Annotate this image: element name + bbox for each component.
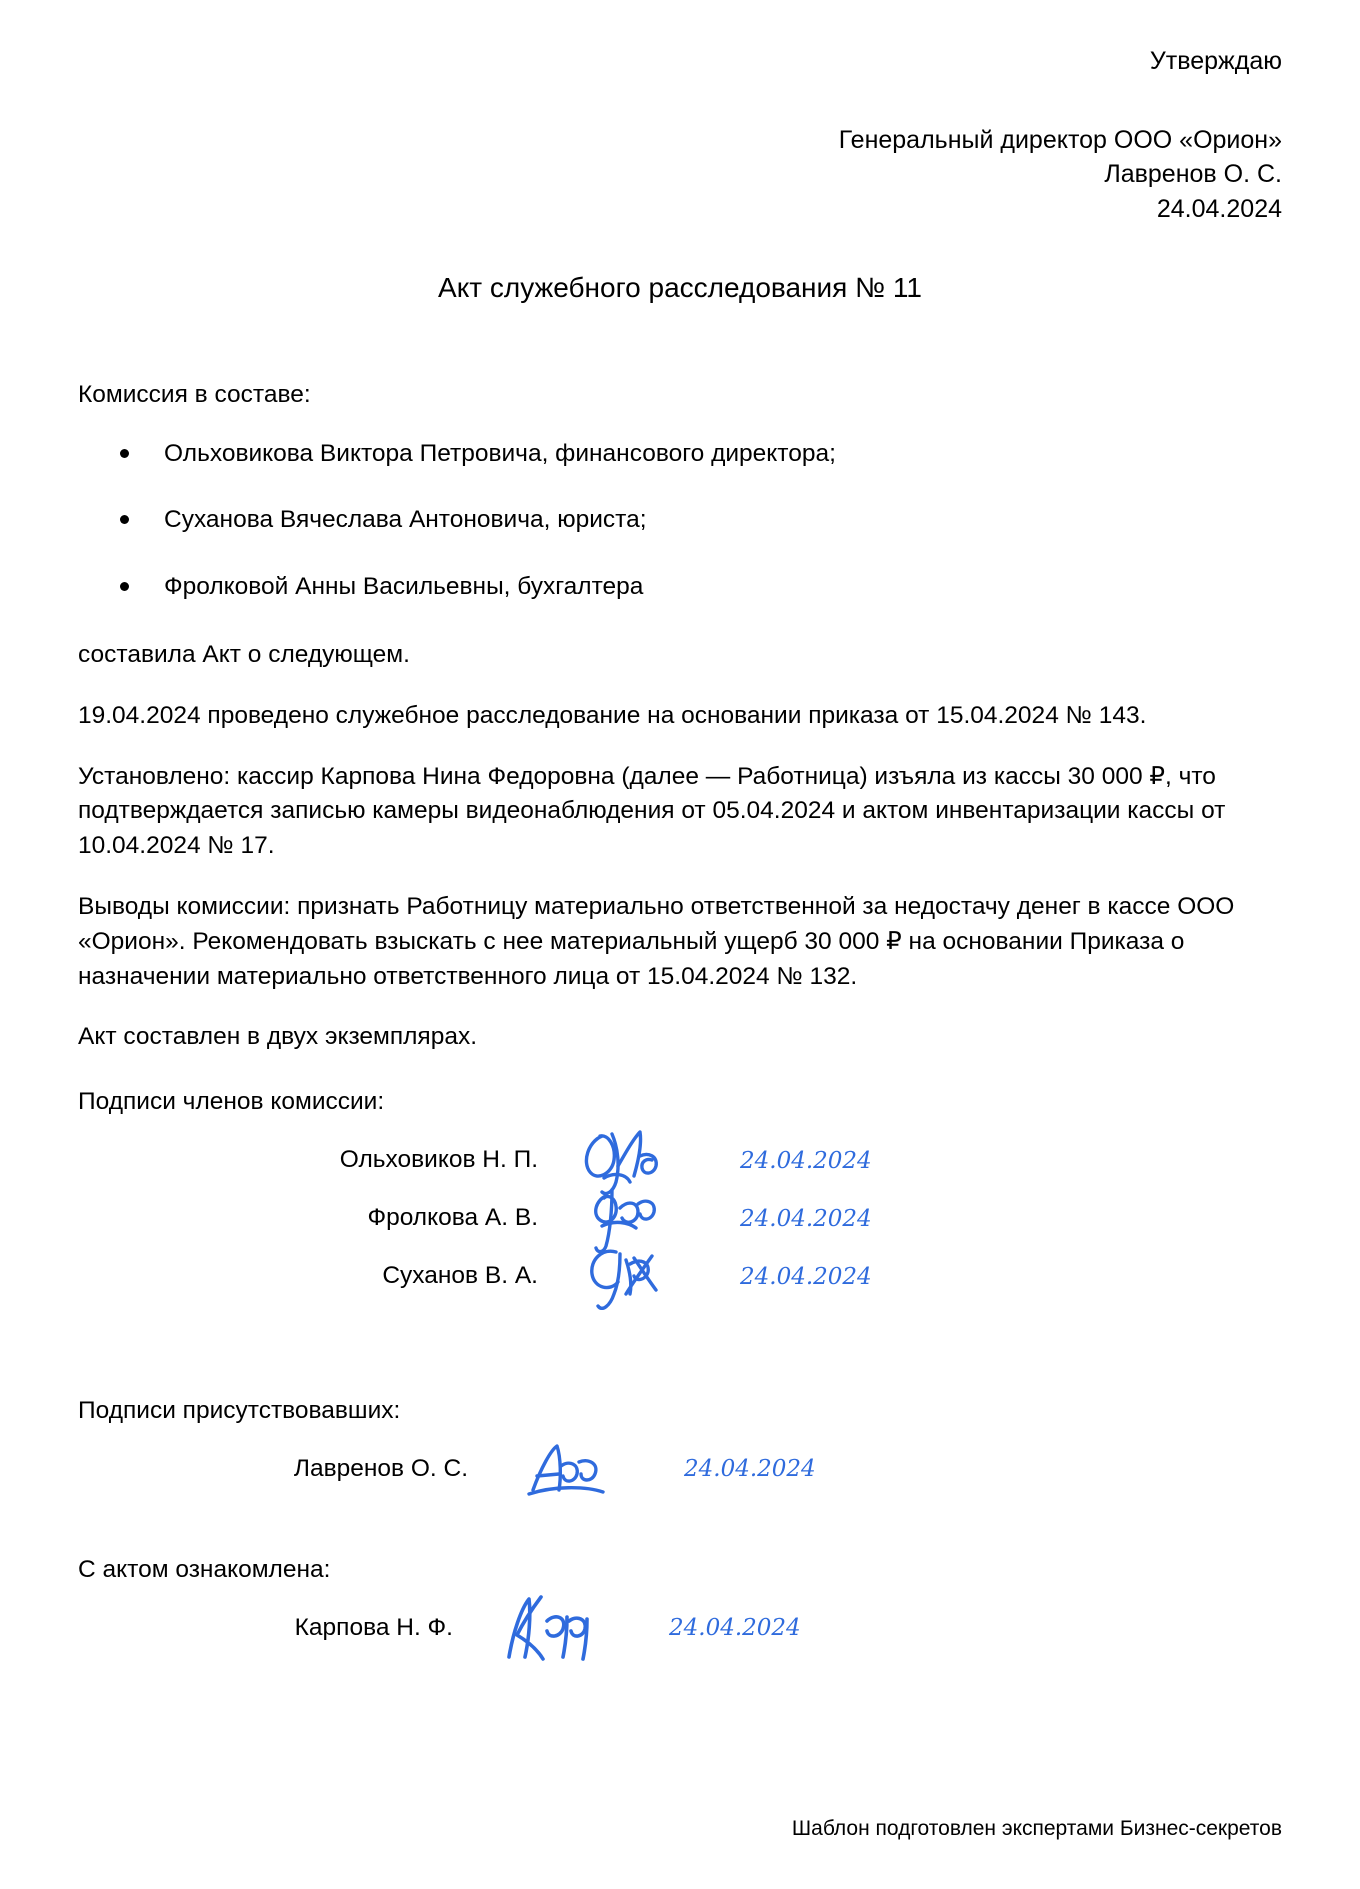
bullet-icon — [120, 582, 129, 591]
list-item — [78, 503, 1282, 537]
bullet-icon — [120, 449, 129, 458]
signer-name: Лавренов О. С. — [293, 1455, 468, 1483]
footer-attribution: Шаблон подготовлен экспертами Бизнес-секретов — [791, 1817, 1282, 1840]
signature-row — [78, 1601, 1282, 1655]
signature-date: 24.04.2024 — [684, 1456, 816, 1483]
signature-row — [78, 1443, 1282, 1497]
approval-word: Утверждаю — [1149, 47, 1282, 75]
list-item — [78, 437, 1282, 471]
commission-signature-section — [78, 1085, 1282, 1304]
paragraph-copies: Акт составлен в двух экземплярах. — [78, 1023, 478, 1051]
paragraph-findings: Установлено: кассир Карпова Нина Федоровна (далее — Работница) изъяла из кассы 30 000 ₽, что подтверждается записью камеры видеонаблюдения от 05.04.2024 и актом инвентаризации кассы от 10.04.2024 № 17. — [78, 762, 1226, 860]
commission-intro: Комиссия в составе: — [78, 381, 311, 409]
signature-date: 24.04.2024 — [740, 1263, 872, 1290]
signature-date: 24.04.2024 — [669, 1615, 801, 1642]
attendees-signature-heading: Подписи присутствовавших: — [78, 1396, 401, 1424]
document-body — [78, 378, 1282, 1655]
paragraph-investigation: 19.04.2024 проведено служебное расследование на основании приказа от 15.04.2024 № 143. — [78, 701, 1147, 729]
commission-signature-heading: Подписи членов комиссии: — [78, 1088, 385, 1116]
attendees-signature-rows — [78, 1443, 1282, 1497]
karp-signature-icon — [453, 1601, 653, 1655]
signer-name: Карпова Н. Ф. — [294, 1614, 453, 1642]
signer-name: Фролкова А. В. — [367, 1204, 538, 1232]
attendees-signature-section — [78, 1394, 1282, 1497]
paragraph-conclusions: Выводы комиссии: признать Работницу материально ответственной за недостачу денег в кассе ООО «Орион». Рекомендовать взыскать с нее материальный ущерб 30 000 ₽ на основании Приказа о назначении материально ответственного лица от 15.04.2024 № 132. — [78, 892, 1235, 990]
commission-members-list — [78, 437, 1282, 604]
compiled-statement: составила Акт о следующем. — [78, 641, 410, 669]
approval-director-name: Лавренов О. С. — [1104, 160, 1282, 188]
signature-row — [78, 1250, 1282, 1304]
commission-signature-rows — [78, 1134, 1282, 1304]
member-label: Ольховикова Виктора Петровича, финансового директора; — [164, 440, 836, 468]
acknowledged-signature-section — [78, 1553, 1282, 1656]
signature-date: 24.04.2024 — [740, 1205, 872, 1232]
list-item — [78, 570, 1282, 604]
section-spacer — [78, 1497, 1282, 1523]
approval-director-line: Генеральный директор ООО «Орион» — [838, 125, 1282, 154]
acknowledged-signature-rows — [78, 1601, 1282, 1655]
bullet-icon — [120, 515, 129, 524]
lav-signature-icon — [468, 1443, 668, 1497]
signer-name: Ольховиков Н. П. — [339, 1146, 538, 1174]
signer-name: Суханов В. А. — [382, 1262, 538, 1290]
member-label: Фролковой Анны Васильевны, бухгалтера — [164, 572, 644, 600]
member-label: Суханова Вячеслава Антоновича, юриста; — [164, 506, 647, 534]
signature-date: 24.04.2024 — [740, 1147, 872, 1174]
page-title: Акт служебного расследования № 11 — [438, 272, 922, 303]
suh-signature-icon — [538, 1250, 718, 1304]
acknowledged-signature-heading: С актом ознакомлена: — [78, 1555, 331, 1583]
approval-header — [78, 44, 1282, 226]
approval-date: 24.04.2024 — [1156, 194, 1282, 223]
